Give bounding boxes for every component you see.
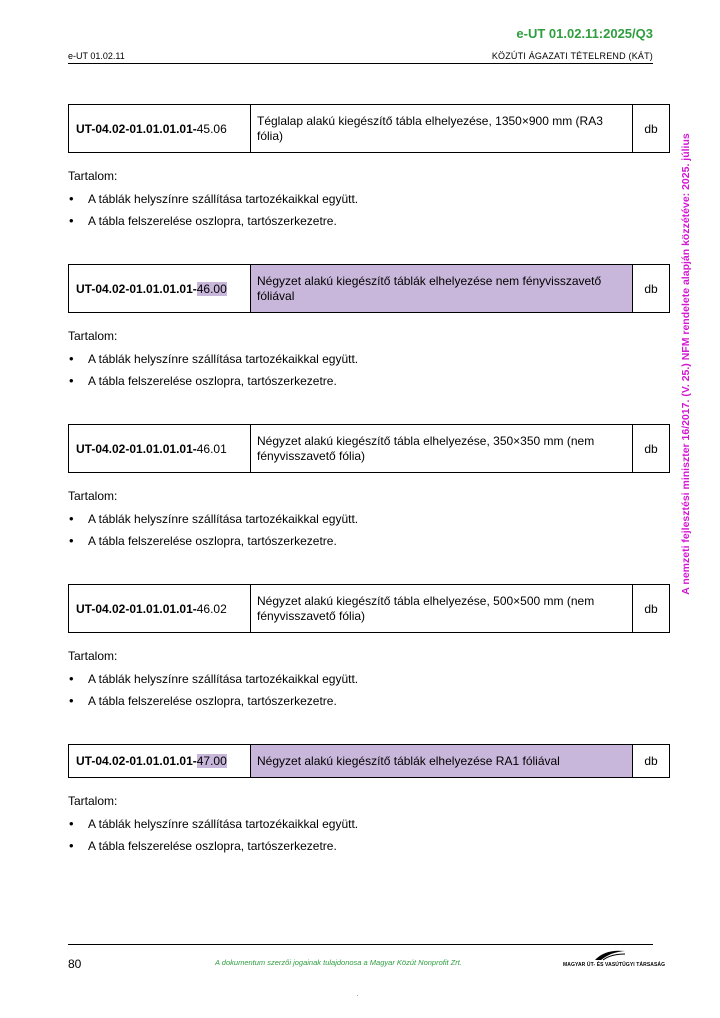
side-note-text: A nemzeti fejlesztési miniszter 16/2017. (V. 25.) NFM rendelete alapján közzétéve: 2025. július xyxy=(680,133,692,595)
item-table xyxy=(68,104,670,153)
list-item: • A táblák helyszínre szállítása tartozékaikkal együtt. xyxy=(68,512,670,526)
item-code-suffix: 46.02 xyxy=(196,601,227,616)
item-code-suffix: 46.01 xyxy=(196,441,227,456)
content-list xyxy=(68,512,670,548)
item-row xyxy=(69,585,670,633)
page-number: 80 xyxy=(68,957,82,971)
item-code-prefix: UT-04.02-01.01.01.01- xyxy=(76,754,197,768)
document-id: e-UT 01.02.11:2025/Q3 xyxy=(516,26,653,41)
content-list xyxy=(68,672,670,708)
content-label: Tartalom: xyxy=(68,329,118,343)
item-code-suffix: 46.00 xyxy=(196,281,227,296)
content-label: Tartalom: xyxy=(68,794,118,808)
item-row xyxy=(69,425,670,473)
item-description: Négyzet alakú kiegészítő táblák elhelyezése RA1 fóliával xyxy=(251,745,633,778)
item-table xyxy=(68,744,670,778)
content-label: Tartalom: xyxy=(68,169,118,183)
footer-rule xyxy=(68,944,653,945)
item-row xyxy=(69,745,670,778)
list-item: • A táblák helyszínre szállítása tartozékaikkal együtt. xyxy=(68,672,670,686)
list-item: • A tábla felszerelése oszlopra, tartószerkezetre. xyxy=(68,534,670,548)
logo xyxy=(563,948,666,970)
item-code-prefix: UT-04.02-01.01.01.01- xyxy=(76,281,197,296)
item-code xyxy=(69,745,251,778)
logo-mark-icon xyxy=(593,948,627,962)
item-unit: db xyxy=(633,265,670,313)
item-code-suffix: 47.00 xyxy=(196,754,227,768)
item-unit: db xyxy=(633,585,670,633)
header-left-text: e-UT 01.02.11 xyxy=(68,51,125,61)
list-item: • A tábla felszerelése oszlopra, tartószerkezetre. xyxy=(68,839,670,853)
item-unit: db xyxy=(633,745,670,778)
item-code xyxy=(69,585,251,633)
item-row xyxy=(69,265,670,313)
item-description: Négyzet alakú kiegészítő tábla elhelyezése, 350×350 mm (nem fényvisszavető fólia) xyxy=(251,425,633,473)
header-right-text: KÖZÚTI ÁGAZATI TÉTELREND (KÁT) xyxy=(491,51,653,61)
list-item: • A tábla felszerelése oszlopra, tartószerkezetre. xyxy=(68,214,670,228)
list-item: • A táblák helyszínre szállítása tartozékaikkal együtt. xyxy=(68,352,670,366)
item-code xyxy=(69,265,251,313)
item-code xyxy=(69,425,251,473)
header-rule xyxy=(68,63,653,64)
item-code-suffix: 45.06 xyxy=(196,121,227,136)
content-label: Tartalom: xyxy=(68,649,118,663)
item-table xyxy=(68,584,670,633)
item-unit: db xyxy=(633,105,670,153)
list-item: • A táblák helyszínre szállítása tartozékaikkal együtt. xyxy=(68,192,670,206)
item-block xyxy=(68,744,670,861)
item-code-prefix: UT-04.02-01.01.01.01- xyxy=(76,601,197,616)
logo-text: MAGYAR ÚT- ÉS VASÚTÜGYI TÁRSASÁG xyxy=(563,962,666,968)
list-item: • A táblák helyszínre szállítása tartozékaikkal együtt. xyxy=(68,817,670,831)
content-list xyxy=(68,192,670,228)
list-item: • A tábla felszerelése oszlopra, tartószerkezetre. xyxy=(68,694,670,708)
item-description: Négyzet alakú kiegészítő táblák elhelyezése nem fényvisszavető fóliával xyxy=(251,265,633,313)
item-block xyxy=(68,584,670,716)
content-label: Tartalom: xyxy=(68,489,118,503)
item-table xyxy=(68,264,670,313)
item-code-prefix: UT-04.02-01.01.01.01- xyxy=(76,441,197,456)
item-block xyxy=(68,104,670,236)
list-item: • A tábla felszerelése oszlopra, tartószerkezetre. xyxy=(68,374,670,388)
item-unit: db xyxy=(633,425,670,473)
item-description: Négyzet alakú kiegészítő tábla elhelyezése, 500×500 mm (nem fényvisszavető fólia) xyxy=(251,585,633,633)
item-block xyxy=(68,424,670,556)
item-row xyxy=(69,105,670,153)
content-list xyxy=(68,352,670,388)
item-code xyxy=(69,105,251,153)
content-list xyxy=(68,817,670,853)
page-speck xyxy=(357,995,358,996)
copyright-notice: A dokumentum szerzői jogainak tulajdonosa a Magyar Közút Nonprofit Zrt. xyxy=(215,958,462,967)
item-description: Téglalap alakú kiegészítő tábla elhelyezése, 1350×900 mm (RA3 fólia) xyxy=(251,105,633,153)
item-table xyxy=(68,424,670,473)
item-block xyxy=(68,264,670,396)
item-code-prefix: UT-04.02-01.01.01.01- xyxy=(76,121,197,136)
